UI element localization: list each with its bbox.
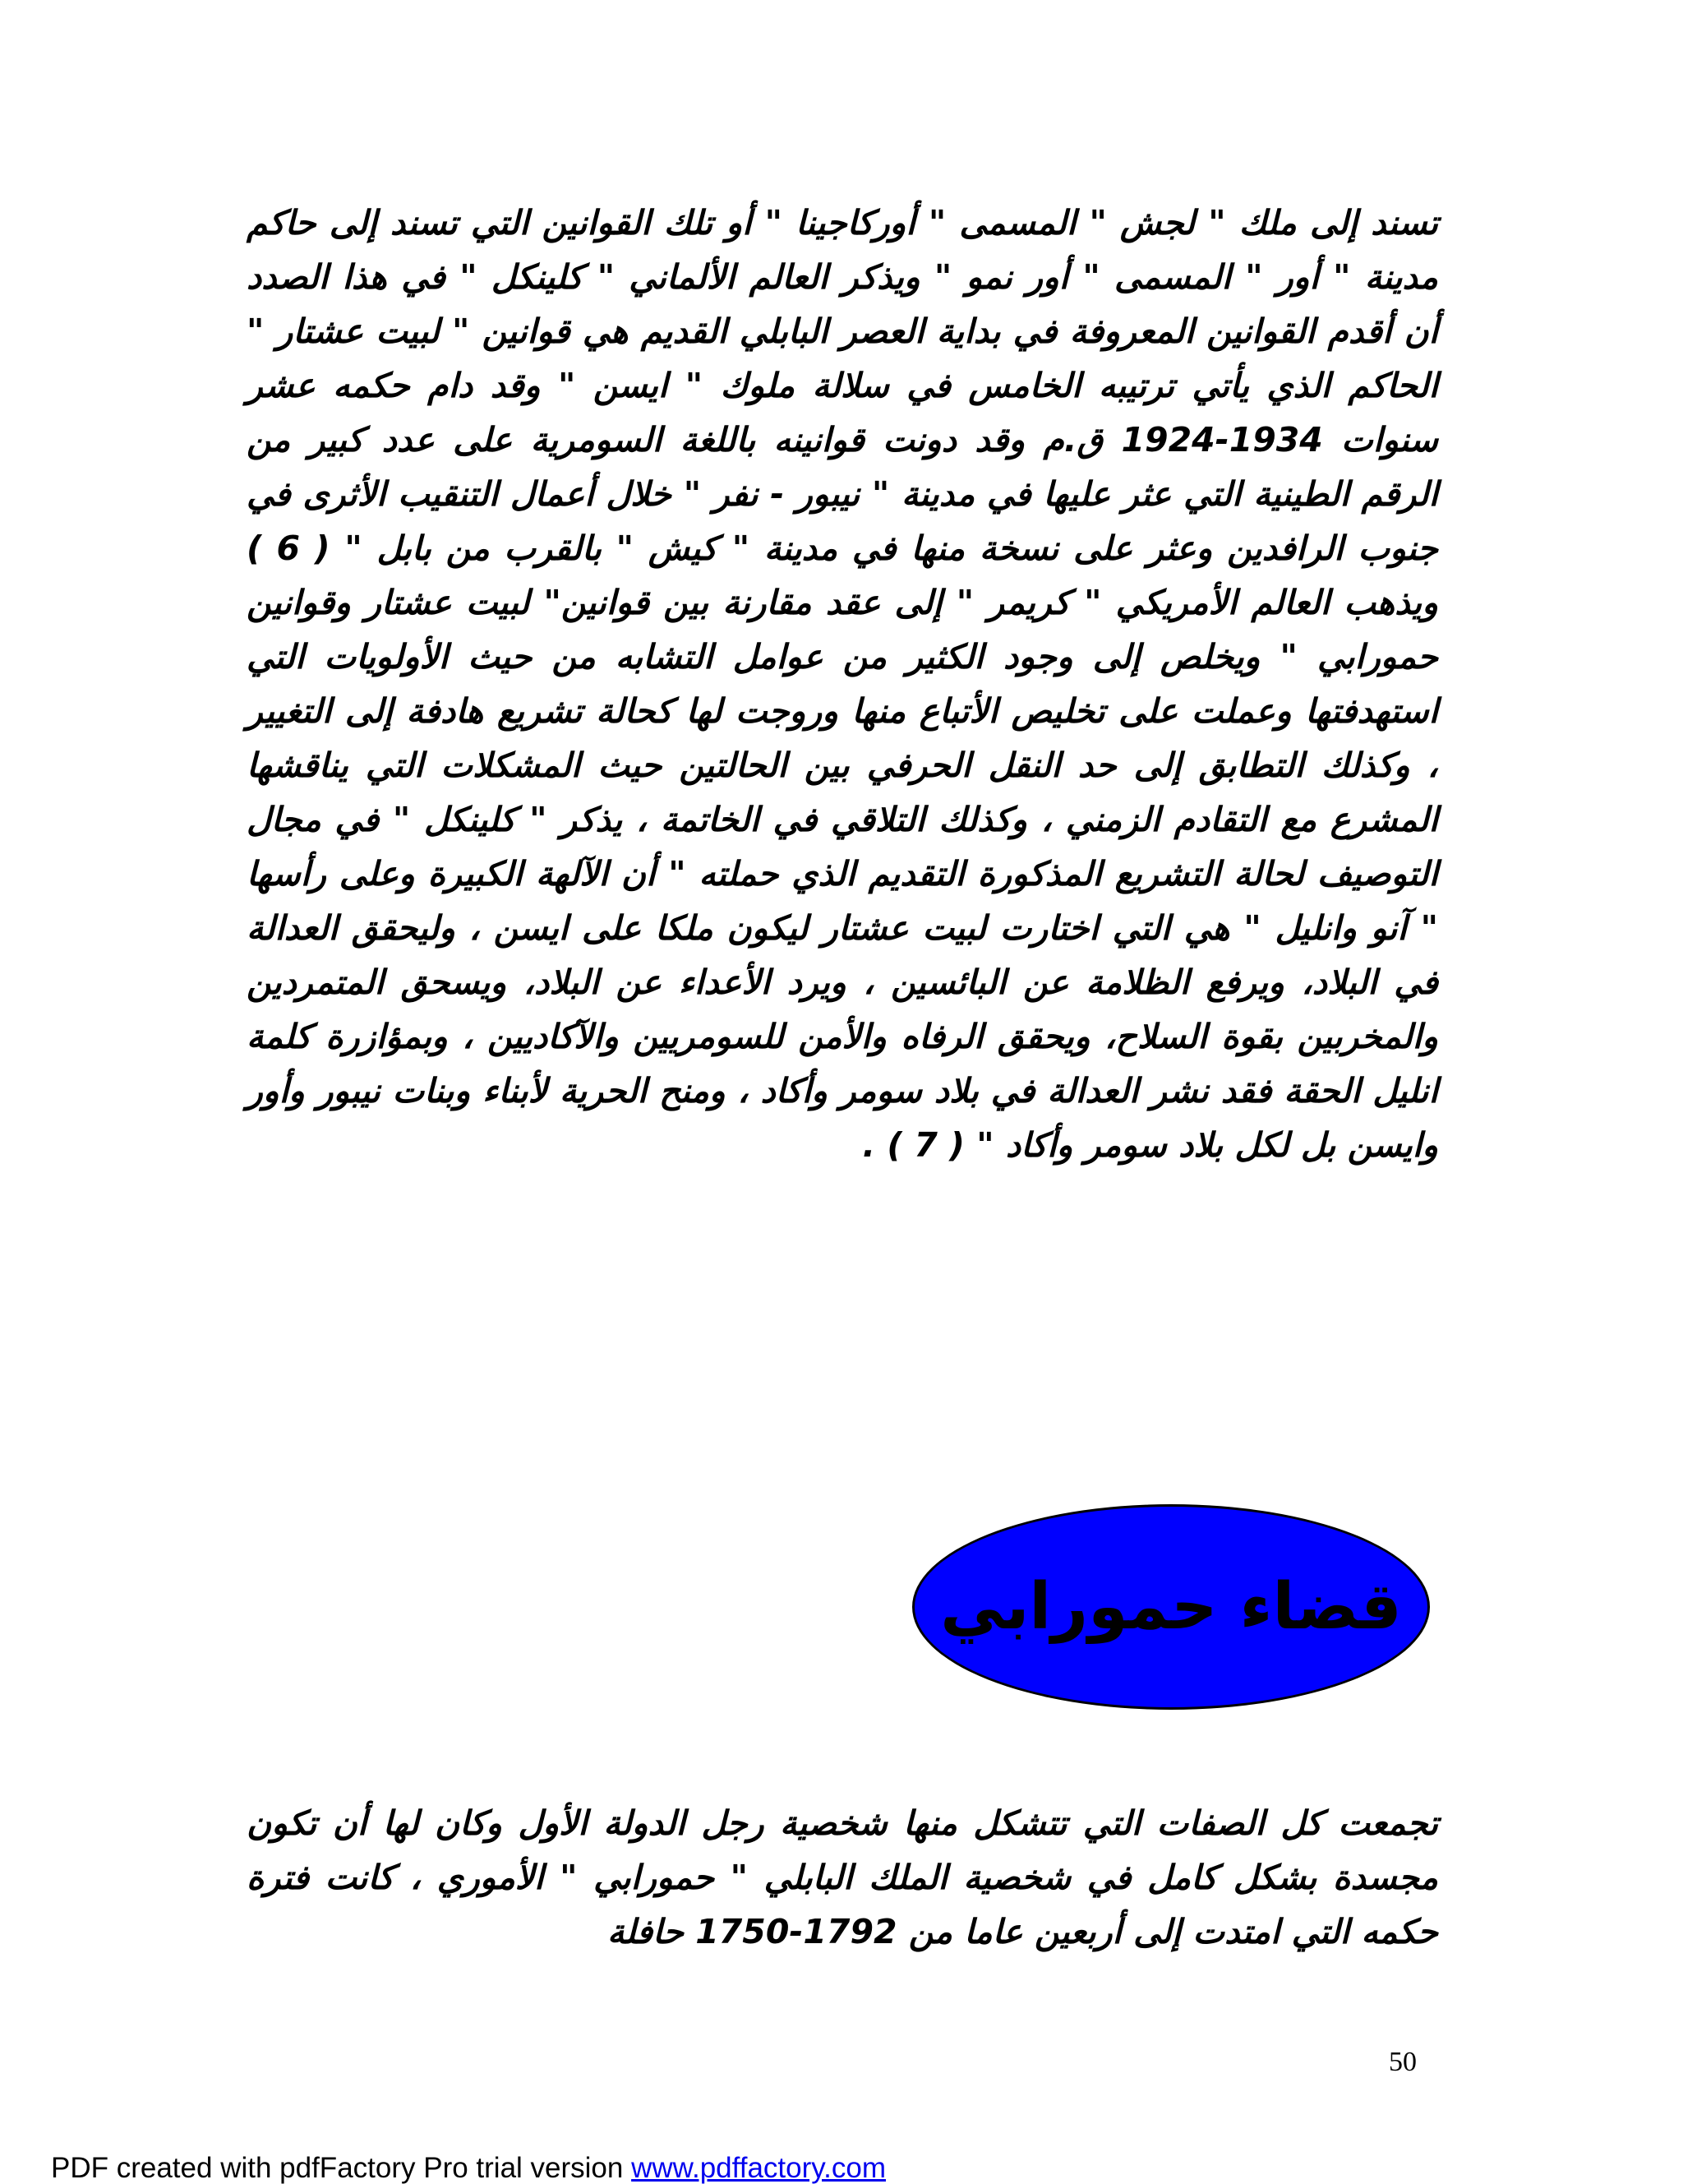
- body-paragraph-2: تجمعت كل الصفات التي تتشكل منها شخصية رجل الدولة الأول وكان لها أن تكون مجسدة بشكل كامل في شخصية الملك البابلي " حمورابي " الأموري ، كانت فترة حكمه التي امتدت إلى أربعين عاما من 1792-1750 حافلة: [247, 1803, 1439, 1951]
- section-heading: قضاء حمورابي: [940, 1570, 1402, 1644]
- footer-link[interactable]: www.pdffactory.com: [631, 2152, 887, 2184]
- body-paragraph-1: تسند إلى ملك " لجش " المسمى " أوركاجينا " أو تلك القوانين التي تسند إلى حاكم مدينة " أور " المسمى " أور نمو " ويذكر العالم الألماني " كلينكل " في هذا الصدد أن أقدم القوانين المعروفة في بداية العصر البابلي القديم هي قوانين " لبيت عشتار " الحاكم الذي يأتي ترتيبه الخامس في سلالة ملوك " ايسن " وقد دام حكمه عشر سنوات 1934-1924 ق.م وقد دونت قوانينه باللغة السومرية على عدد كبير من الرقم الطينية التي عثر عليها في مدينة " نيبور - نفر " خلال أعمال التنقيب الأثرى في جنوب الرافدين وعثر على نسخة منها في مدينة " كيش " بالقرب من بابل " ( 6 ) ويذهب العالم الأمريكي " كريمر " إلى عقد مقارنة بين قوانين" لبيت عشتار وقوانين حمورابي " ويخلص إلى وجود الكثير من عوامل التشابه من حيث الأولويات التي استهدفتها وعملت على تخليص الأتباع منها وروجت لها كحالة تشريع هادفة إلى التغيير ، وكذلك التطابق إلى حد النقل الحرفي بين الحالتين حيث المشكلات التي يناقشها المشرع مع التقادم الزمني ، وكذلك التلاقي في الخاتمة ، يذكر " كلينكل " في مجال التوصيف لحالة التشريع المذكورة التقديم الذي حملته " أن الآلهة الكبيرة وعلى رأسها " آنو وانليل " هي التي اختارت لبيت عشتار ليكون ملكا على ايسن ، وليحقق العدالة في البلاد، ويرفع الظلامة عن البائسين ، ويرد الأعداء عن البلاد، ويسحق المتمردين والمخربين بقوة السلاح، ويحقق الرفاه والأمن للسومريين والآكاديين ، وبمؤازرة كلمة انليل الحقة فقد نشر العدالة في بلاد سومر وأكاد ، ومنح الحرية لأبناء وبنات نيبور وأور وايسن بل لكل بلاد سومر وأكاد " ( 7 ) .: [247, 203, 1439, 1165]
- page-number: 50: [1389, 2047, 1417, 2077]
- footer-text: PDF created with pdfFactory Pro trial version: [51, 2152, 632, 2184]
- section-heading-oval: [912, 1504, 1430, 1710]
